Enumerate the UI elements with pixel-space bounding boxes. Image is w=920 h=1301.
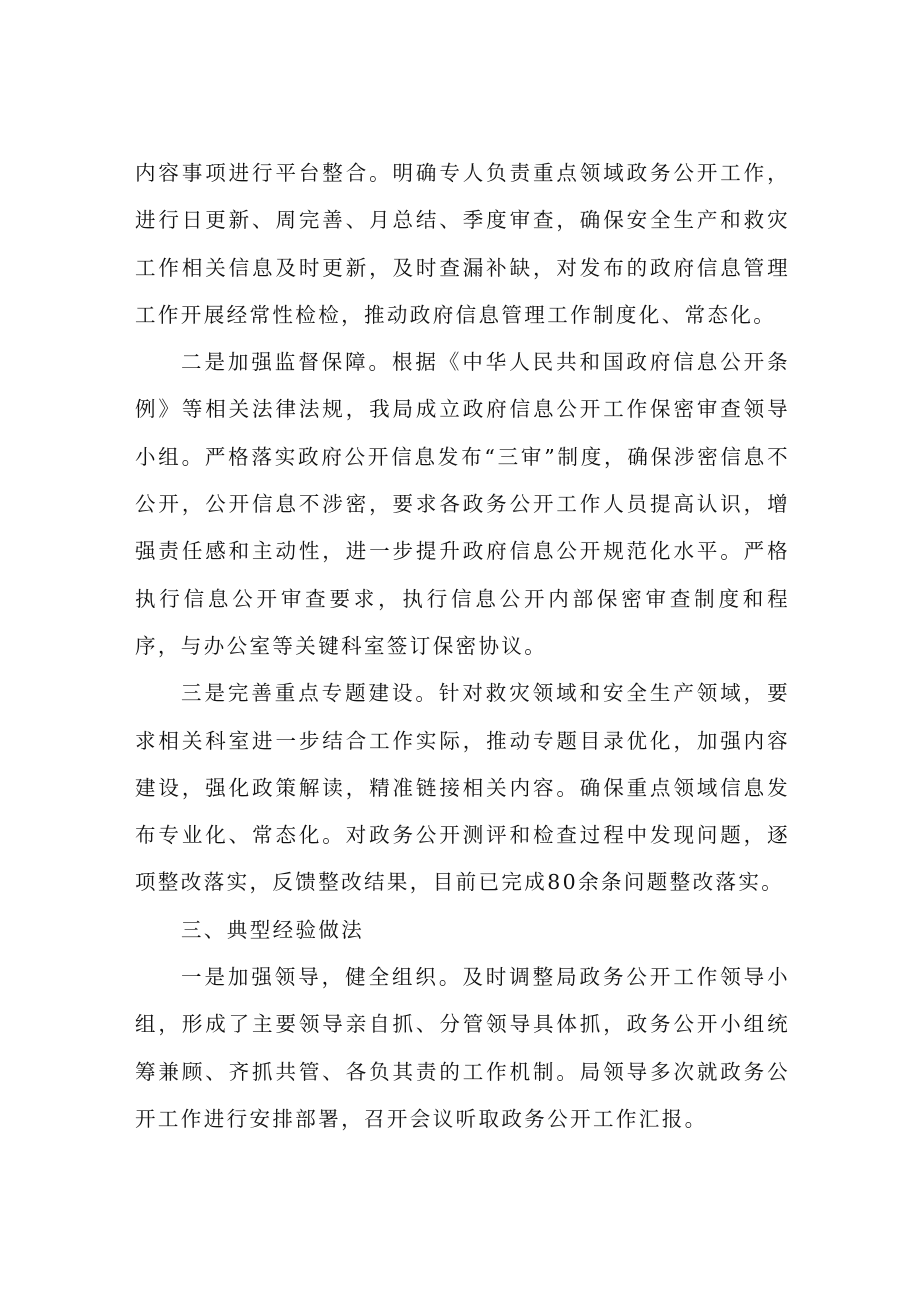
paragraph-special-topic-construction: 三是完善重点专题建设。针对救灾领域和安全生产领域，要求相关科室进一步结合工作实际，推动专题目录优化，加强内容建设，强化政策解读，精准链接相关内容。确保重点领域信息发布专业化、常态化。对政务公开测评和检查过程中发现问题，逐项整改落实，反馈整改结果，目前已完成80余条问题整改落实。: [135, 681, 790, 895]
paragraph-supervision-guarantee: 二是加强监督保障。根据《中华人民共和国政府信息公开条例》等相关法律法规，我局成立政府信息公开工作保密审查领导小组。严格落实政府公开信息发布“三审”制度，确保涉密信息不公开，公开信息不涉密，要求各政务公开工作人员提高认识，增强责任感和主动性，进一步提升政府信息公开规范化水平。严格执行信息公开审查要求，执行信息公开内部保密审查制度和程序，与办公室等关键科室签订保密协议。: [135, 350, 790, 658]
paragraph-strengthen-leadership: 一是加强领导，健全组织。及时调整局政务公开工作领导小组，形成了主要领导亲自抓、分管领导具体抓，政务公开小组统筹兼顾、齐抓共管、各负其责的工作机制。局领导多次就政务公开工作进行安排部署，召开会议听取政务公开工作汇报。: [135, 965, 790, 1131]
paragraph-platform-integration: 内容事项进行平台整合。明确专人负责重点领域政务公开工作，进行日更新、周完善、月总结、季度审查，确保安全生产和救灾工作相关信息及时更新，及时查漏补缺，对发布的政府信息管理工作开展经常性检检，推动政府信息管理工作制度化、常态化。: [135, 161, 790, 327]
document-body: [135, 150, 790, 1143]
section-heading-typical-experience: 三、典型经验做法: [181, 917, 365, 942]
